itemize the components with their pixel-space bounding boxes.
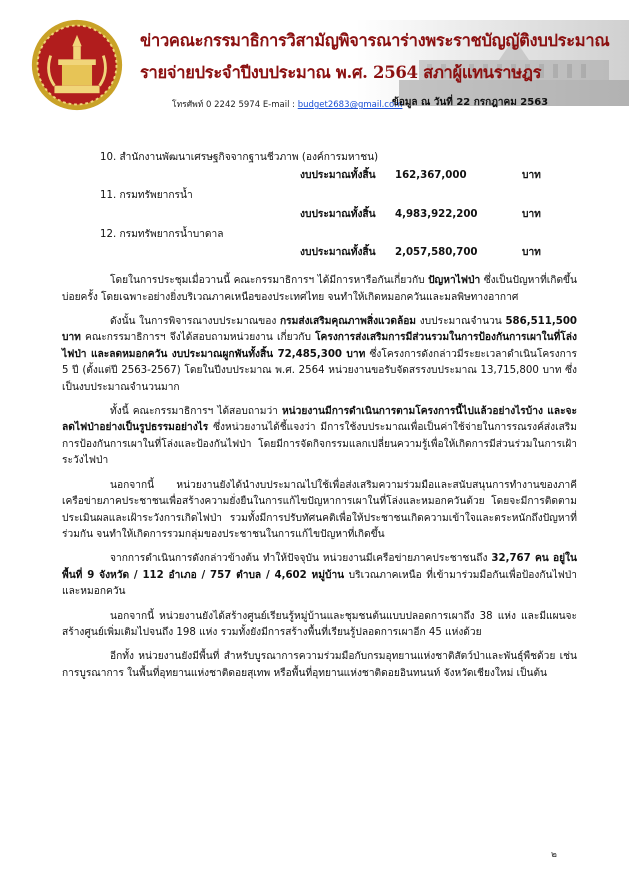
paragraph-learning-centers: นอกจากนี้ หน่วยงานยังได้สร้างศูนย์เรียนรู้หมู่บ้านและชุมชนต้นแบบปลอดการเผาถึง 38 แห่ง และมีแผนจะสร้างศูนย์เพิ่มเติมไปจนถึง 198 แห่ง รวมทั้งยังมีการสร้างพื้นที่เรียนรู้ปลอดการเผาอีก 45 แห่งด้วย bbox=[62, 610, 577, 638]
paragraph-network-support: นอกจากนี้ หน่วยงานยังได้นำงบประมาณไปใช้เพื่อส่งเสริมความร่วมมือและสนับสนุนการทำงานของภาคีเครือข่ายภาคประชาชนเพื่อสร้างความยั่งยืนในการแก้ไขปัญหาการเผาในที่โล่งและหมอกควันด้วย โดยจะมีการติดตามประเมินผลและเฝ้าระวังการเกิดไฟป่า รวมทั้งมีการปรับทัศนคติเพื่อให้ประชาชนเกิดความเข้าใจและตระหนักถึงปัญหาที่ร่วมกัน จนทำให้เกิดการรวมกลุ่มของประชาชนในการแก้ไขปัญหาที่เกิดขึ้น bbox=[62, 479, 577, 540]
budget-amount: 4,983,922,200 bbox=[395, 208, 478, 220]
document-header bbox=[0, 0, 629, 118]
budget-item bbox=[62, 188, 577, 226]
paragraph-dept-budget: ดังนั้น ในการพิจารณางบประมาณของ กรมส่งเสริมคุณภาพสิ่งแวดล้อม งบประมาณจำนวน 586,511,500 บาท คณะกรรมาธิการฯ จึงได้สอบถามหน่วยงาน เกี่ยวกับ โครงการส่งเสริมการมีส่วนรวมในการป้องกันการเผาในที่โล่ง ไฟป่า และลดหมอกควัน งบประมาณผูกพันทั้งสิ้น 72,485,300 บาท ซึ่งโครงการดังกล่าวมีระยะเวลาดำเนินโครงการ 5 ปี (ตั้งแต่ปี 2563-2567) โดยในปีงบประมาณ พ.ศ. 2564 หน่วยงานขอรับจัดสรรงบประมาณ 13,715,800 บาท ซึ่งเป็นงบประมาณจำนวนมาก bbox=[62, 316, 577, 393]
agency-name: 10. สำนักงานพัฒนาเศรษฐกิจจากฐานชีวภาพ (องค์การมหาชน) bbox=[100, 152, 379, 163]
paragraph-committee-question: ทั้งนี้ คณะกรรมาธิการฯ ได้สอบถามว่า หน่วยงานมีการดำเนินการตามโครงการนี้ไปแล้วอย่างไรบ้าง และจะลดไฟป่าอย่างเป็นรูปธรรมอย่างไร ซึ่งหน่วยงานได้ชี้แจงว่า มีการใช้งบประมาณเพื่อเป็นค่าใช้จ่ายในการรณรงค์ส่งเสริมการป้องกันการเผาในที่โล่งและป้องกันไฟป่า โดยมีการจัดกิจกรรมแลกเปลี่ยนความรู้เพื่อให้เกิดการมีส่วนร่วมในการเฝ้าระวังไฟป่า bbox=[62, 406, 578, 467]
phone-label: โทรศัพท์ 0 2242 5974 E-mail : bbox=[172, 100, 298, 110]
budget-amount: 2,057,580,700 bbox=[395, 247, 478, 259]
agency-name: 12. กรมทรัพยากรน้ำบาดาล bbox=[100, 228, 224, 240]
budget-label: งบประมาณทั้งสิ้น bbox=[300, 247, 376, 259]
agency-name: 11. กรมทรัพยากรน้ำ bbox=[100, 190, 193, 202]
budget-label: งบประมาณทั้งสิ้น bbox=[300, 208, 376, 220]
budget-unit: บาท bbox=[522, 208, 541, 220]
parliament-emblem-icon bbox=[30, 18, 124, 112]
budget-unit: บาท bbox=[522, 170, 541, 182]
contact-info bbox=[172, 97, 402, 111]
header-title-line-1: ข่าวคณะกรรมาธิการวิสามัญพิจารณาร่างพระราชบัญญัติงบประมาณ bbox=[140, 31, 610, 50]
header-title-line-2: รายจ่ายประจำปีงบประมาณ พ.ศ. 2564 สภาผู้แทนราษฎร bbox=[140, 63, 542, 82]
page-number: ๒ bbox=[551, 850, 557, 860]
data-date: ข้อมูล ณ วันที่ 22 กรกฎาคม 2563 bbox=[392, 97, 549, 108]
budget-item bbox=[62, 150, 577, 188]
paragraph-wildfire-intro: โดยในการประชุมเมื่อวานนี้ คณะกรรมาธิการฯ ได้มีการหารือกันเกี่ยวกับ ปัญหาไฟป่า ซึ่งเป็นปัญหาที่เกิดขึ้นบ่อยครั้ง โดยเฉพาะอย่างยิ่งบริเวณภาคเหนือของประเทศไทย จนทำให้เกิดหมอกควันและมลพิษทางอากาศ bbox=[62, 275, 577, 303]
document-body bbox=[62, 150, 577, 682]
budget-row bbox=[62, 243, 577, 265]
budget-row bbox=[62, 166, 577, 188]
budget-unit: บาท bbox=[522, 247, 541, 259]
budget-item bbox=[62, 227, 577, 265]
budget-row bbox=[62, 205, 577, 227]
budget-label: งบประมาณทั้งสิ้น bbox=[300, 170, 376, 182]
paragraph-integration: อีกทั้ง หน่วยงานยังมีพื้นที่ สำหรับบูรณาการความร่วมมือกับกรมอุทยานแห่งชาติสัตว์ป่าและพันธุ์พืชด้วย เช่น การบูรณาการ ในพื้นที่อุทยานแห่งชาติดอยสุเทพ หรือพื้นที่อุทยานแห่งชาติดอยอินทนนท์ จังหวัดเชียงใหม่ เป็นต้น bbox=[62, 651, 577, 679]
paragraph-network-results: จากการดำเนินการดังกล่าวข้างต้น ทำให้ปัจจุบัน หน่วยงานมีเครือข่ายภาคประชาชนถึง 32,767 คน อยู่ในพื้นที่ 9 จังหวัด / 112 อำเภอ / 757 ตำบล / 4,602 หมู่บ้าน บริเวณภาคเหนือ ที่เข้ามาร่วมมือกันเพื่อป้องกันไฟป่าและหมอกควัน bbox=[62, 553, 577, 598]
budget-amount: 162,367,000 bbox=[395, 170, 467, 182]
email-link[interactable]: budget2683@gmail.com bbox=[297, 100, 403, 110]
